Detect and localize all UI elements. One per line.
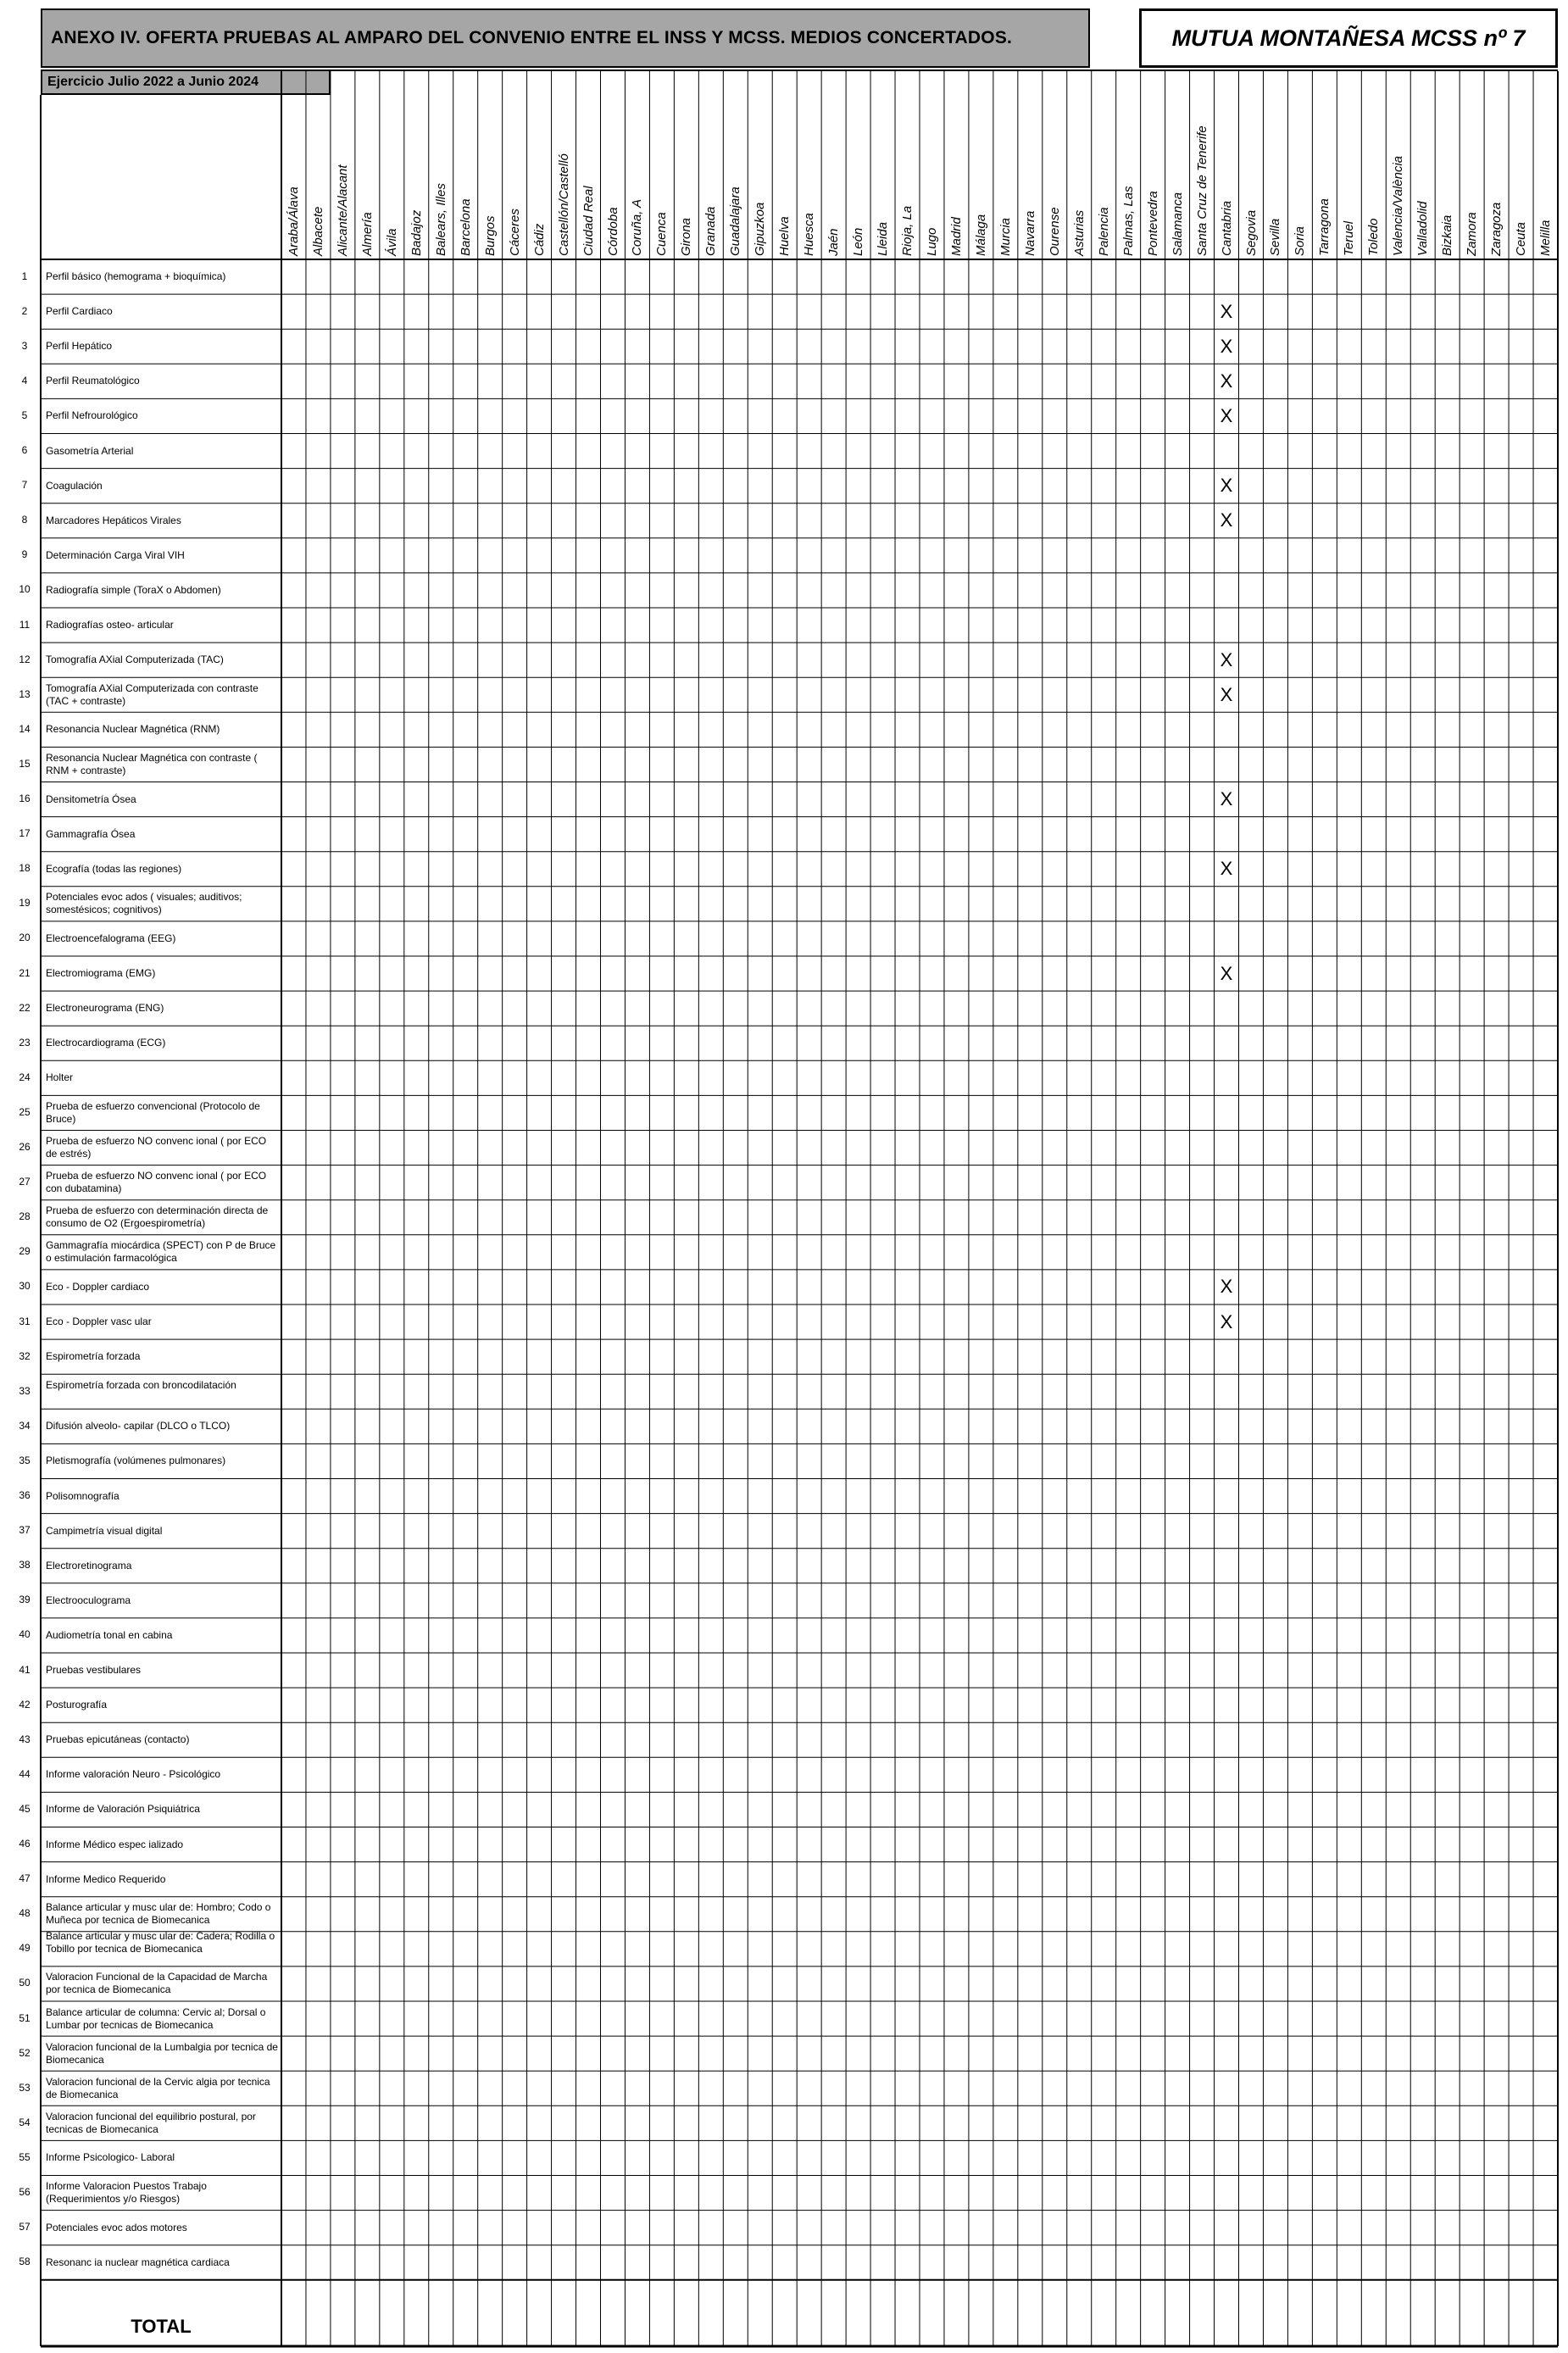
- offer-mark: X: [1220, 404, 1233, 426]
- test-label: Electrooculograma: [46, 1594, 131, 1606]
- row-number: 17: [19, 827, 31, 840]
- row-number: 33: [19, 1384, 31, 1397]
- column-header-province: Córdoba: [605, 207, 620, 256]
- column-header-province: Zaragoza: [1489, 202, 1504, 256]
- test-label: Perfil Cardiaco: [46, 305, 113, 318]
- test-label: Gammagrafía Ósea: [46, 827, 136, 840]
- test-label: Tomografía AXial Computerizada (TAC): [46, 654, 224, 666]
- test-label: Pletismografía (volúmenes pulmonares): [46, 1455, 226, 1467]
- row-number: 46: [19, 1838, 31, 1850]
- row-number: 26: [19, 1141, 31, 1154]
- column-header-province: Segovia: [1243, 209, 1259, 256]
- column-header-province: Pontevedra: [1145, 191, 1160, 256]
- column-header-province: Zamora: [1465, 212, 1480, 256]
- row-number: 47: [19, 1872, 31, 1885]
- test-label: Espirometría forzada con broncodilatación: [46, 1378, 236, 1391]
- test-label: Gasometría Arterial: [46, 444, 134, 457]
- row-number: 20: [19, 932, 31, 944]
- row-number: 6: [21, 444, 28, 457]
- test-label: Prueba de esfuerzo NO convenc ional ( por ECO con dubatamina): [46, 1170, 267, 1195]
- test-label: Electroencefalograma (EEG): [46, 932, 176, 944]
- column-header-province: Cáceres: [507, 209, 522, 256]
- row-number: 39: [19, 1594, 31, 1606]
- test-label: Balance articular de columna: Cervic al; Dorsal o Lumbar por tecnicas de Biomecanica: [46, 2005, 266, 2031]
- test-label: Valoracion funcional del equilibrio postural, por tecnicas de Biomecanica: [46, 2110, 256, 2135]
- row-number: 38: [19, 1559, 31, 1571]
- column-header-province: Ciudad Real: [581, 186, 596, 256]
- column-header-province: Soria: [1293, 225, 1308, 256]
- row-number: 24: [19, 1071, 31, 1083]
- test-label: Electromiograma (EMG): [46, 967, 156, 980]
- column-header-province: Huesca: [802, 213, 817, 256]
- page-title: ANEXO IV. OFERTA PRUEBAS AL AMPARO DEL CONVENIO ENTRE EL INSS Y MCSS. MEDIOS CONCERTADOS.: [41, 8, 1090, 68]
- column-header-province: Asturias: [1071, 209, 1087, 256]
- column-header-province: Coruña, A: [630, 199, 645, 256]
- row-number: 10: [19, 583, 31, 596]
- row-number: 40: [19, 1628, 31, 1641]
- test-label: Electroretinograma: [46, 1559, 132, 1571]
- test-label: Electrocardiograma (ECG): [46, 1037, 166, 1049]
- test-label: Espirometría forzada: [46, 1350, 141, 1363]
- row-number: 44: [19, 1767, 31, 1780]
- test-label: Pruebas epicutáneas (contacto): [46, 1733, 190, 1746]
- row-number: 14: [19, 722, 31, 735]
- offer-mark: X: [1220, 962, 1233, 984]
- column-header-province: Girona: [679, 217, 694, 256]
- row-number: 58: [19, 2256, 31, 2268]
- test-label: Gammagrafía miocárdica (SPECT) con P de Bruce o estimulación farmacológica: [46, 1239, 276, 1265]
- column-header-province: Gipuzkoa: [753, 202, 768, 256]
- row-number: 52: [19, 2046, 31, 2059]
- row-number: 27: [19, 1176, 31, 1188]
- test-label: Perfil Reumatológico: [46, 375, 140, 387]
- test-label: Electroneurograma (ENG): [46, 1002, 164, 1015]
- row-number: 36: [19, 1489, 31, 1502]
- row-number: 1: [21, 270, 28, 282]
- row-number: 41: [19, 1663, 31, 1676]
- test-label: Eco - Doppler vasc ular: [46, 1316, 152, 1328]
- column-header-province: Burgos: [482, 215, 498, 256]
- column-header-province: Alicante/Alacant: [335, 164, 350, 256]
- offer-mark: X: [1220, 370, 1233, 392]
- column-header-province: Balears, Illes: [433, 183, 448, 256]
- row-number: 34: [19, 1419, 31, 1432]
- offer-mark: X: [1220, 683, 1233, 705]
- test-label: Audiometría tonal en cabina: [46, 1628, 173, 1641]
- column-header-province: Almería: [359, 212, 375, 256]
- column-header-province: Málaga: [973, 214, 988, 256]
- test-label: Perfil básico (hemograma + bioquímica): [46, 270, 226, 283]
- row-number: 13: [19, 687, 31, 700]
- test-label: Informe Valoracion Puestos Trabajo (Requerimientos y/o Riesgos): [46, 2180, 207, 2206]
- test-label: Prueba de esfuerzo NO convenc ional ( por ECO de estrés): [46, 1135, 267, 1160]
- row-number: 9: [21, 548, 28, 561]
- test-label: Determinación Carga Viral VIH: [46, 548, 185, 561]
- test-label: Densitometría Ósea: [46, 793, 136, 805]
- row-number: 21: [19, 966, 31, 979]
- offer-mark: X: [1220, 858, 1233, 880]
- row-number: 57: [19, 2221, 31, 2233]
- test-label: Radiografía simple (ToraX o Abdomen): [46, 583, 221, 596]
- column-header-province: Ceuta: [1514, 221, 1529, 256]
- row-number: 23: [19, 1036, 31, 1049]
- test-label: Valoracion Funcional de la Capacidad de Marcha por tecnica de Biomecanica: [46, 1971, 268, 1996]
- test-label: Marcadores Hepáticos Virales: [46, 514, 181, 526]
- column-header-province: Tarragona: [1317, 198, 1332, 256]
- row-number: 28: [19, 1210, 31, 1223]
- row-number: 42: [19, 1698, 31, 1711]
- test-label: Pruebas vestibulares: [46, 1664, 142, 1677]
- row-number: 25: [19, 1105, 31, 1118]
- row-number: 16: [19, 793, 31, 805]
- column-header-province: Valladolid: [1415, 201, 1431, 256]
- test-label: Prueba de esfuerzo con determinación directa de consumo de O2 (Ergoespirometría): [46, 1204, 269, 1230]
- row-number: 22: [19, 1001, 31, 1014]
- row-number: 2: [21, 304, 28, 317]
- row-number: 45: [19, 1802, 31, 1815]
- row-number: 43: [19, 1733, 31, 1745]
- test-label: Valoracion funcional de la Cervic algia por tecnica de Biomecanica: [46, 2075, 270, 2100]
- offer-mark: X: [1220, 648, 1233, 670]
- column-header-province: Teruel: [1342, 220, 1357, 256]
- row-number: 3: [21, 339, 28, 352]
- column-header-province: Ávila: [384, 228, 399, 256]
- column-header-province: Sevilla: [1268, 218, 1283, 256]
- column-header-province: Huelva: [777, 216, 792, 256]
- test-label: Informe de Valoración Psiquiátrica: [46, 1803, 200, 1816]
- column-header-province: Jaén: [826, 228, 842, 256]
- row-number: 48: [19, 1907, 31, 1920]
- row-number: 49: [19, 1942, 31, 1955]
- column-header-province: Ourense: [1047, 207, 1062, 256]
- test-label: Perfil Hepático: [46, 340, 113, 353]
- row-number: 4: [21, 374, 28, 387]
- test-label: Valoracion funcional de la Lumbalgia por tecnica de Biomecanica: [46, 2040, 278, 2066]
- column-header-province: Barcelona: [458, 198, 473, 256]
- test-label: Perfil Nefrourológico: [46, 409, 138, 422]
- test-label: Radiografías osteo- articular: [46, 619, 174, 631]
- row-number: 7: [21, 479, 28, 492]
- column-header-province: Cantabria: [1219, 200, 1234, 256]
- row-number: 19: [19, 897, 31, 909]
- column-header-province: Cuenca: [654, 212, 670, 256]
- row-number: 29: [19, 1245, 31, 1258]
- test-label: Resonancia Nuclear Magnética con contraste ( RNM + contraste): [46, 751, 258, 776]
- column-header-province: Melilla: [1538, 220, 1554, 256]
- row-number: 37: [19, 1524, 31, 1537]
- test-label: Informe Médico espec ializado: [46, 1838, 184, 1850]
- column-header-province: Palencia: [1096, 207, 1111, 256]
- test-label: Ecografía (todas las regiones): [46, 862, 182, 875]
- row-number: 54: [19, 2116, 31, 2128]
- test-label: Holter: [46, 1071, 74, 1084]
- test-label: Potenciales evoc ados ( visuales; auditivos; somestésicos; cognitivos): [46, 891, 242, 916]
- column-header-province: Albacete: [310, 206, 325, 256]
- test-label: Informe Psicologico- Laboral: [46, 2151, 175, 2164]
- exercise-period: Ejercicio Julio 2022 a Junio 2024: [41, 70, 331, 95]
- test-label: Tomografía AXial Computerizada con contraste (TAC + contraste): [46, 681, 259, 707]
- column-header-province: Madrid: [948, 217, 964, 256]
- column-header-province: Castellón/Castelló: [556, 153, 571, 256]
- offer-mark: X: [1220, 1310, 1233, 1332]
- offer-mark: X: [1220, 1276, 1233, 1298]
- test-label: Informe Medico Requerido: [46, 1872, 166, 1885]
- row-number: 56: [19, 2186, 31, 2199]
- test-label: Polisomnografía: [46, 1489, 120, 1502]
- header-divider: [331, 70, 1558, 71]
- row-number: 5: [21, 409, 28, 421]
- column-header-province: León: [851, 227, 866, 256]
- test-label: Difusión alveolo- capilar (DLCO o TLCO): [46, 1420, 231, 1432]
- row-number: 35: [19, 1454, 31, 1466]
- column-header-province: Valencia/València: [1391, 155, 1406, 256]
- total-label: TOTAL: [131, 2316, 192, 2337]
- offer-mark: X: [1220, 300, 1233, 322]
- column-header-province: Granada: [703, 206, 719, 256]
- row-number: 11: [19, 618, 31, 631]
- column-header-province: Badajoz: [409, 209, 424, 256]
- test-label: Posturografía: [46, 1699, 108, 1711]
- column-header-province: Toledo: [1366, 218, 1382, 256]
- row-number: 18: [19, 862, 31, 875]
- offer-mark: X: [1220, 335, 1233, 357]
- offer-mark: X: [1220, 788, 1233, 810]
- offer-mark: X: [1220, 475, 1233, 497]
- column-header-province: Guadalajara: [728, 186, 743, 256]
- row-number: 51: [19, 2011, 31, 2024]
- test-label: Prueba de esfuerzo convencional (Protocolo de Bruce): [46, 1099, 260, 1125]
- row-number: 12: [19, 653, 31, 665]
- row-number: 32: [19, 1349, 31, 1362]
- column-header-province: Navarra: [1022, 210, 1037, 256]
- row-number: 8: [21, 514, 28, 526]
- test-label: Coagulación: [46, 479, 103, 492]
- column-header-province: Salamanca: [1170, 192, 1185, 256]
- row-number: 55: [19, 2150, 31, 2163]
- test-label: Potenciales evoc ados motores: [46, 2221, 187, 2233]
- test-label: Balance articular y musc ular de: Cadera; Rodilla o Tobillo por tecnica de Biomecanica: [46, 1929, 275, 1955]
- row-number: 30: [19, 1280, 31, 1293]
- row-number: 31: [19, 1315, 31, 1327]
- mutua-name: MUTUA MONTAÑESA MCSS nº 7: [1139, 8, 1558, 68]
- offer-mark: X: [1220, 509, 1233, 531]
- row-number: 53: [19, 2081, 31, 2094]
- column-header-province: Cádiz: [531, 223, 547, 256]
- column-header-province: Palmas, Las: [1120, 186, 1136, 256]
- column-header-province: Araba/Álava: [286, 186, 301, 256]
- column-header-province: Santa Cruz de Tenerife: [1194, 125, 1209, 256]
- test-label: Informe valoración Neuro - Psicológico: [46, 1768, 221, 1781]
- test-label: Resonancia Nuclear Magnética (RNM): [46, 723, 220, 736]
- test-label: Resonanc ia nuclear magnética cardiaca: [46, 2256, 230, 2268]
- column-header-province: Rioja, La: [900, 205, 915, 256]
- test-label: Balance articular y musc ular de: Hombro; Codo o Muñeca por tecnica de Biomecanica: [46, 1901, 271, 1927]
- column-header-province: Bizkaia: [1440, 214, 1455, 256]
- row-number: 50: [19, 1977, 31, 1989]
- column-header-province: Lugo: [925, 227, 939, 256]
- test-label: Eco - Doppler cardiaco: [46, 1280, 150, 1293]
- column-header-province: Murcia: [998, 217, 1013, 256]
- test-label: Campimetría visual digital: [46, 1524, 163, 1537]
- column-header-province: Lleida: [876, 221, 891, 256]
- row-number: 15: [19, 757, 31, 770]
